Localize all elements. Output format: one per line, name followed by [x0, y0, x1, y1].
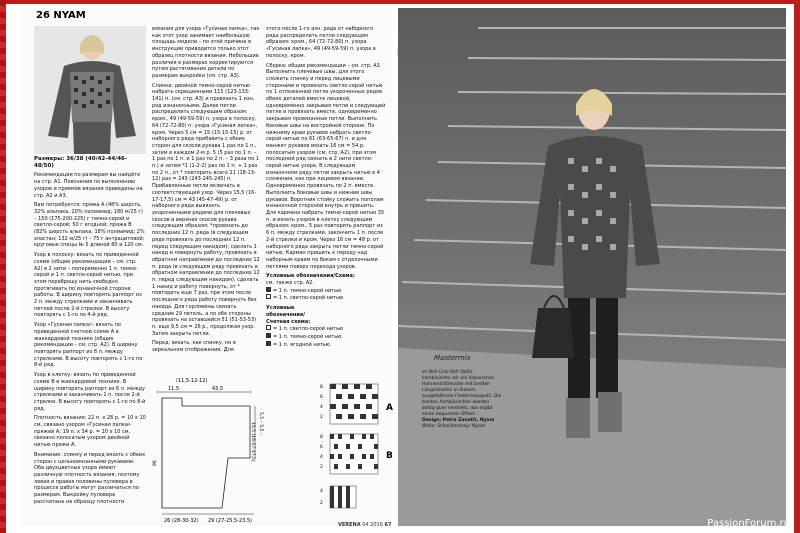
materials-paragraph: Вам потребуется: пряжа А (48% шерсть, 32% альпака, 20% полиамид; 180 м/25 г) – 150 (175-200-225) г темно-серой и светло-серой; 50 г ягодной; пряжа В (82% шерсть альпака, 18% полиамид; 2% эластан; 132 м/25 г) – 75 г антрацитовой; круговые спицы № 5 длиной 80 и 120 см. [34, 202, 145, 249]
chart-b-label: B [386, 451, 393, 461]
dark-gray-swatch-icon [266, 287, 271, 292]
pattern-schematic-diagram [152, 376, 264, 526]
chart-a-label: A [386, 403, 393, 413]
photo-caption [422, 370, 502, 430]
handbag [532, 308, 574, 358]
legend-label: = 1 п. светло-серой нитью [273, 295, 344, 302]
back-paragraph: Спинка: двойной темно-серой нитью набрать скрещенными 115 (123-133-141) п. (см. стр. А3) и провязать 1 изн. ряд изнаночными. Далее петли распределить следующим образом: кром., 49 (49-59-59) п. узора в полоску, 64 (72-72-80) п. узора «Гусиная лапка», кром. Через 5 см = 15 (15-15-15) р. от наборного ряда прибавить с обеих сторон для скосов рукава 1 раз по 1 п., затем в каждом 2-м р. 5 (5 раз по 1 п. – 1 раз по 1 п. и 1 раз по 2 п. – 3 раза по 1 п.) и затем *1 (1-2-2) раз по 1 п. + 1 раз по 2 п., от * повторить всего 21 (18-13-12) раз = 243 (243-245-245) п. Прибавленные петли включать в соответствующий узор. Через 15,5 (16-17-17,5) см = 43 (45-47-49) р. от наборного ряда вывязать укороченными рядами для плечевых скосов и верхних скосов рукава следующим образом: *провязать до последних 12 п. ряда (в следующем ряде провязать до последних 12 п. перед следующим накидом); сделать 1 накид и повернуть работу, провязать в обратном направлении до последних 12 п. ряда (в следующем ряду провязать в обратном направлении до последних 12 п. перед следующим накидом), сделать 1 накид и работу повернуть, от * повторить еще 7 раз, при этом после последнего ряда работу повернуть без накида. Для горловины связать средние 29 петель, а по обе стороны провязать на оставшейся 51 (51-53-53) п. еще 9,5 см = 26 р., продолжая узор. Затем закрыть петли. [152, 82, 260, 337]
light-gray-swatch-icon [266, 325, 271, 330]
legend-label: = 1 п. ягодной нитью [273, 341, 330, 348]
diagram-top-width: 43,5 [212, 386, 224, 392]
page-footer [338, 522, 391, 528]
stripe-chart-grid [330, 486, 356, 508]
chart-a-row-label: 2 [320, 415, 323, 420]
legend-1-item-dark [266, 287, 386, 295]
diagram-bottom-right: 29 (27-25,5-23,5) [208, 518, 253, 524]
stripe-chart-row-label: 4 [320, 489, 323, 494]
right-border [794, 0, 800, 533]
front-continued-paragraph: этого после 1-го изн. ряда от наборного ряда распределить петли следующим образом: кром., 64 (72-72-80) п. узора «Гусиная лапка», 49 (49-59-59) п. узора в полоску, кром. [266, 26, 376, 59]
diagram-bottom-left: 26 (28-30-32) [164, 518, 199, 524]
model-photo-page [398, 8, 786, 526]
model-photo [398, 8, 786, 526]
legend-2-item-light [266, 325, 386, 333]
chart-b-row-label: 2 [320, 465, 323, 470]
sizes-note: Рекомендации по размерам вы найдёте на стр. А1. Пояснения по выполнению узоров и приемов вязания приведены на стр. А2 и А3. [34, 172, 143, 199]
chart-a-grid [330, 384, 378, 424]
light-gray-swatch-icon [266, 294, 271, 299]
chart-b-row-label: 6 [320, 445, 323, 450]
assembly-paragraph: Сборка: общие рекомендации – см. стр. А3. Выполнить плечевые швы, для этого сложить спинку и перед лицевыми сторонами и провязать светло-серой нитью по 1 отложенной петле укороченных рядов обеих деталей вместе лицевой, одновременно закрывая петли и следующей петле и провязать вместе, одновременно закрывая провязанные петли. Выполнить боковые швы на востройной стороне. По нижнему краю рукавов набрать светло-серой нитью по 61 (63-65-67) п. и для манжет рукавов вязать 16 см = 54 р. полосатым узором (см. стр. А2), при этом последний ряд связать в 2 нити светло-серой нитью узора. В следующем изнаночном ряду петли закрыть нитью в 4 сложения, как при лицевом вязании. Одновременно провязать по 2 п. вместе. Выполнить боковые швы и нижние швы рукавов. Воротник стойку сложить пополам изнаночной стороной внутрь и пришить. Для кармана набрать темно-серой нитью 35 п. и вязать узором в клетку следующим образом: кром., 5 раз повторить раппорт из 6 п. между стрелками, закончить 1 п. после 2-й стрелки и кром. Через 16 см = 48 р. от наборного ряда закрыть петли темно-серой нитью. Карман пришить к переду над наборным краем по бокам с отделочными петлями поверх перехода узоров. [266, 62, 386, 270]
text-column-2 [152, 26, 260, 357]
page-number: 67 [384, 522, 392, 528]
pattern-outline [162, 398, 250, 508]
legend-label: = 1 п. темно-серой нитью [273, 333, 342, 340]
density-paragraph: Плотность вязания: 22 п. х 28 р. = 10 х 10 см, связано узором «Гусиная лапка» пряжей А; 19 п. х 34 р. = 10 х 10 см, связано полосатым узором двойной нитью пряжи А. [34, 415, 146, 449]
legend-label: = 1 п. светло-серой нитью [273, 326, 344, 333]
chart-a-row-label: 4 [320, 405, 323, 410]
legend-1-see: см. также стр. А2. [266, 280, 315, 287]
chart-a-row-label: 6 [320, 395, 323, 400]
sizes-heading: Размеры: 36/38 (40/42-44/46-48/50) [34, 156, 128, 169]
berry-swatch-icon [266, 341, 271, 346]
dark-gray-swatch-icon [266, 333, 271, 338]
model-illustration [34, 26, 146, 154]
caption-text: im Brit-Chic-Stil! Dafür kombinierter wir ein klassisches Hahnentrittmuster mit breiten Längsstreifen in diesem ausgefallenen Fledermauspulli. Die breiten Armbündchen werden stetig quer verdreht, das ergibt einen bequemen Effekt. [422, 370, 502, 417]
top-border [0, 0, 800, 4]
attention-paragraph: Внимание: спинку и перед вязать с обеих сторон с цельновязанными рукавами. Оба двухцветных узора имеют различную плотность вязания, поэтому левая и правая половины пуловера в процессе работы могут различаться по размерам. Выкройку пуловера рассчитана на образцу плотности [34, 451, 146, 505]
text-column-1 [34, 156, 146, 508]
photo-brand: Mastermix [434, 354, 471, 362]
chart-a-row-label: 8 [320, 385, 323, 390]
front-paragraph: Перед: вязать, как спинку, но в зеркальном отображении. Для [152, 340, 236, 354]
caption-design: Design: Petra Zanotti, Nyam [422, 418, 495, 423]
diagram-top-label: (11,5-12-12) [176, 378, 208, 384]
chart-b-row-label: 4 [320, 455, 323, 460]
legend-1-title: Условные обозначения/Схема: [266, 273, 355, 280]
watermark: PassionForum.ru [707, 518, 790, 529]
legend-label: = 1 п. темно-серой нитью [273, 287, 342, 294]
legend-1-item-light [266, 294, 386, 302]
magazine-brand: VERENA [338, 522, 361, 528]
diagram-center-label: 86 [153, 460, 158, 466]
left-border [0, 0, 6, 533]
chart-b-row-label: 8 [320, 435, 323, 440]
model-thumbnail-photo [34, 26, 146, 154]
legend-2-item-dark [266, 333, 386, 341]
houndstooth-pattern-paragraph: Узор «Гусиная лапка»: вязать по приведенной счетной схеме А в жаккардовой технике (общие рекомендации – см. стр. А2). В ширину повторять раппорт из 8 п. между стрелками. В высоту повторять с 1-го по 8-й ряд. [34, 322, 143, 369]
chart-b-grid [330, 434, 378, 474]
legend-2-item-berry [266, 341, 386, 349]
diagram-top-left: 11,5 [168, 386, 180, 392]
diagram-side-right-b: 15,5 (16-17-17,5) [250, 422, 255, 462]
intro-paragraph: вязания для узора «Гусиная лапка», так как этот узор занимает наибольшую площадь модели – по этой причине в инструкции приводится только этот образец плотности вязания. Небольшие различия в размерах корректируются путем растягивания детали по размерам выкройки (см. стр. А3). [152, 26, 260, 79]
check-pattern-paragraph: Узор в клетку: вязать по приведенной схеме В в жаккардовой технике. В ширину повторять раппорт из 6 п. между стрелками и заканчивать 1 п. после 2-й стрелки. В высоту повторять с 1-го по 8-й ряд. [34, 372, 146, 412]
text-column-3 [266, 26, 386, 348]
diagram-side-right-a: 5,5 – 5,5 – [258, 412, 263, 436]
issue-number: 04 2016 [362, 522, 383, 528]
legend-2-title: Условные обозначения/Счетная схема: [266, 305, 311, 325]
stripe-chart-row-label: 2 [320, 501, 323, 506]
caption-wool: Wolle: Schachenmayr Nyam [422, 424, 486, 429]
page-title: 26 NYAM [36, 10, 86, 21]
stripe-pattern-paragraph: Узор в полоску: вязать по приведенной схеме (общие рекомендации – см. стр. А2) в 2 нити – попеременно 1 п. темно-серой и 1 п. светло-серой нитью, при этом переброшу нить свободно протягивать по изнаночной стороне работы. В ширину повторять раппорт из 2 п. между стрелками и заканчивать петлей после 2-й стрелки. В высоту повторять с 1-го по 4-й ряд. [34, 252, 142, 319]
instruction-page [20, 8, 392, 526]
